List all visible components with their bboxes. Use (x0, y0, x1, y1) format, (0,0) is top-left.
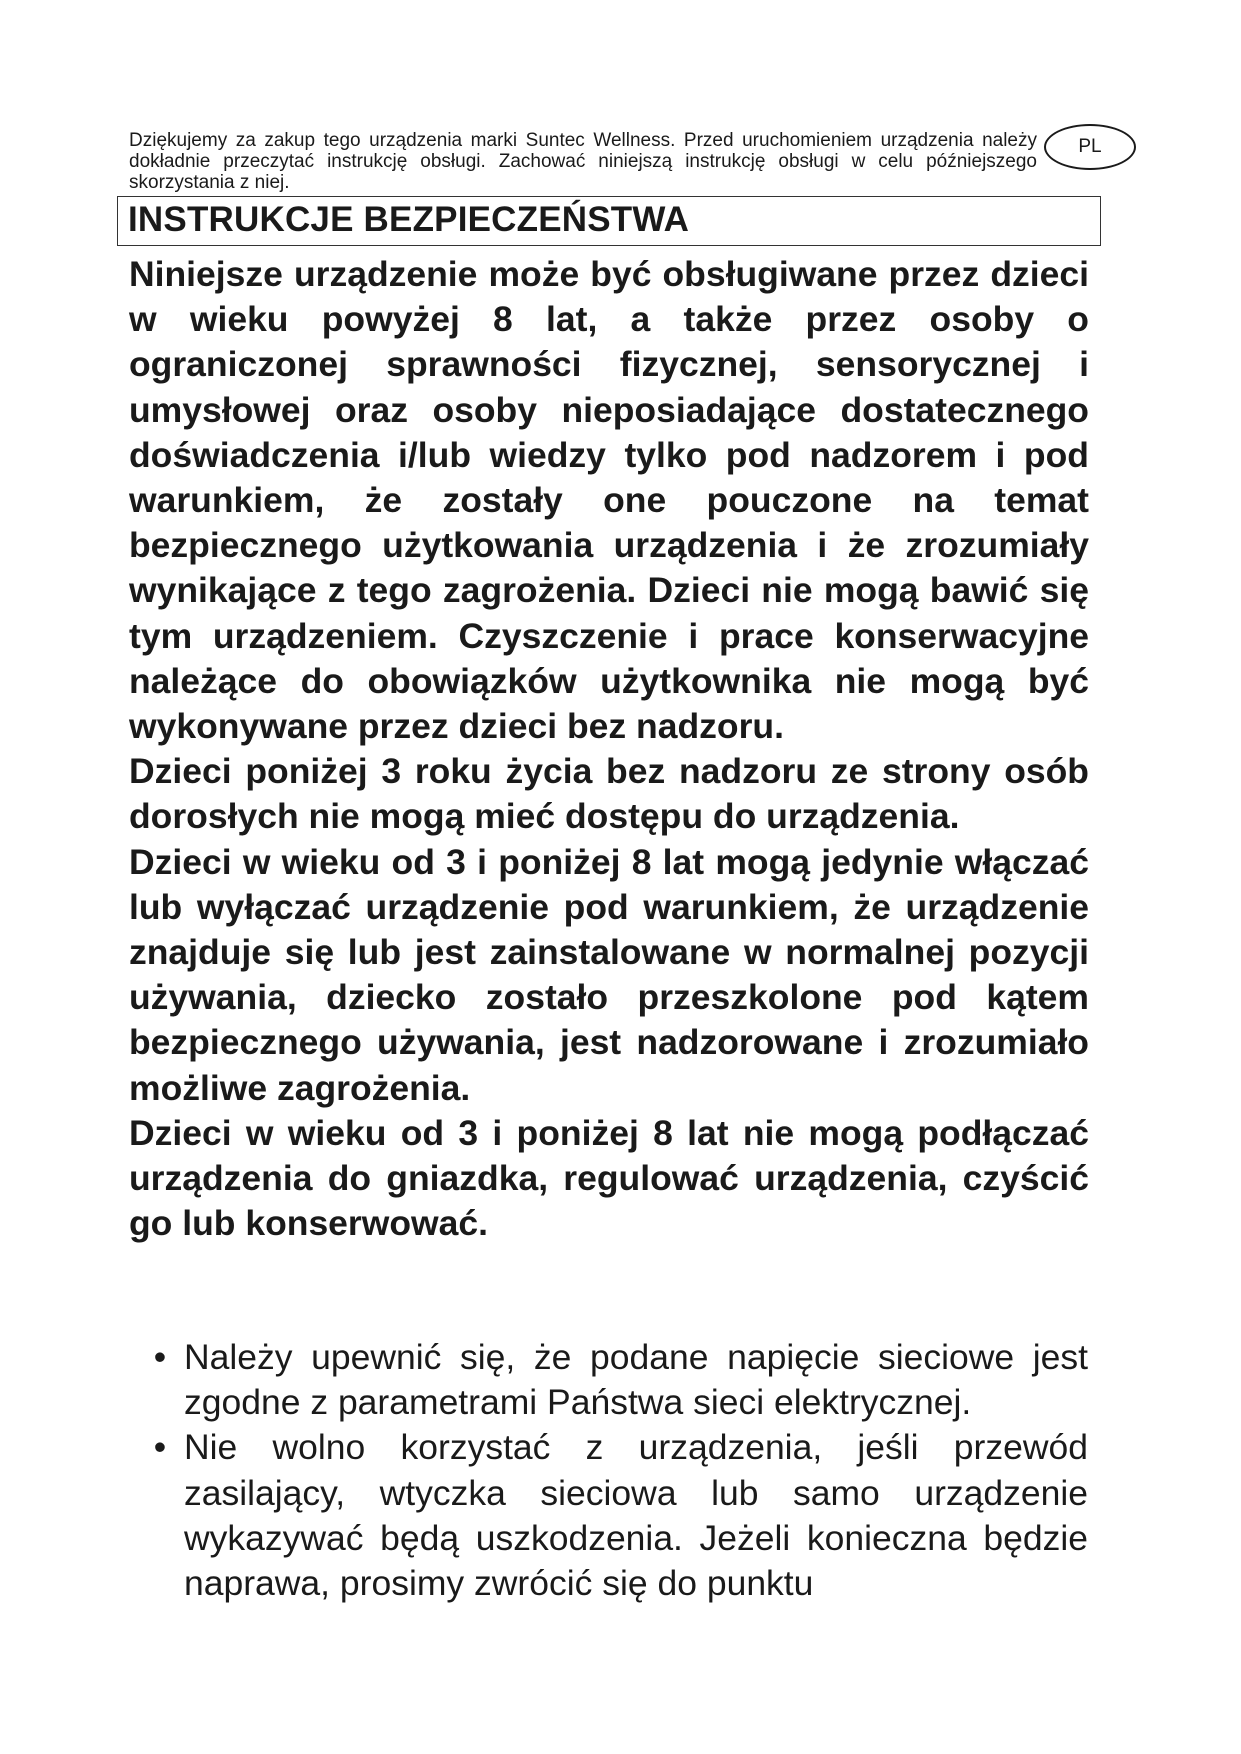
language-badge-label: PL (1078, 136, 1102, 157)
bullet-icon: • (153, 1427, 167, 1468)
safety-bullet-list (148, 1335, 1088, 1606)
list-item (148, 1425, 1088, 1606)
language-badge (1044, 124, 1136, 170)
intro-text: Dziękujemy za zakup tego urządzenia marki Suntec Wellness. Przed uruchomieniem urządzenia należy dokładnie przeczytać instrukcję obsługi. Zachować niniejszą instrukcję obsługi w celu późniejszego skorzystania z niej. (129, 130, 1037, 193)
list-item-text: Należy upewnić się, że podane napięcie sieciowe jest zgodne z parametrami Państwa sieci elektrycznej. (184, 1337, 1088, 1423)
warning-paragraph-1: Niniejsze urządzenie może być obsługiwane przez dzieci w wieku powyżej 8 lat, a także przez osoby o ograniczonej sprawności fizycznej, sensorycznej i umysłowej oraz osoby nieposiadające dostatecznego doświadczenia i/lub wiedzy tylko pod nadzorem i pod warunkiem, że zostały one pouczone na temat bezpiecznego użytkowania urządzenia i że zrozumiały wynikające z tego zagrożenia. Dzieci nie mogą bawić się tym urządzeniem. Czyszczenie i prace konserwacyjne należące do obowiązków użytkownika nie mogą być wykonywane przez dzieci bez nadzoru. (129, 254, 1089, 747)
warning-paragraph-2: Dzieci poniżej 3 roku życia bez nadzoru ze strony osób dorosłych nie mogą mieć dostępu do urządzenia. (129, 751, 1089, 837)
warning-paragraph-3: Dzieci w wieku od 3 i poniżej 8 lat mogą jedynie włączać lub wyłączać urządzenie pod warunkiem, że urządzenie znajduje się lub jest zainstalowane w normalnej pozycji używania, dziecko zostało przeszkolone pod kątem bezpiecznego używania, jest nadzorowane i zrozumiało możliwe zagrożenia. (129, 841, 1089, 1108)
bullet-icon: • (153, 1337, 167, 1377)
section-title: INSTRUKCJE BEZPIECZEŃSTWA (128, 200, 690, 239)
list-item-text: Nie wolno korzystać z urządzenia, jeśli przewód zasilający, wtyczka sieciowa lub samo urządzenie wykazywać będą uszkodzenia. Jeżeli konieczna będzie naprawa, prosimy zwrócić się do punktu (184, 1427, 1088, 1604)
warning-paragraph-4: Dzieci w wieku od 3 i poniżej 8 lat nie mogą podłączać urządzenia do gniazdka, regulować urządzenia, czyścić go lub konserwować. (129, 1112, 1089, 1244)
safety-warnings (129, 252, 1089, 1246)
list-item (148, 1335, 1088, 1425)
